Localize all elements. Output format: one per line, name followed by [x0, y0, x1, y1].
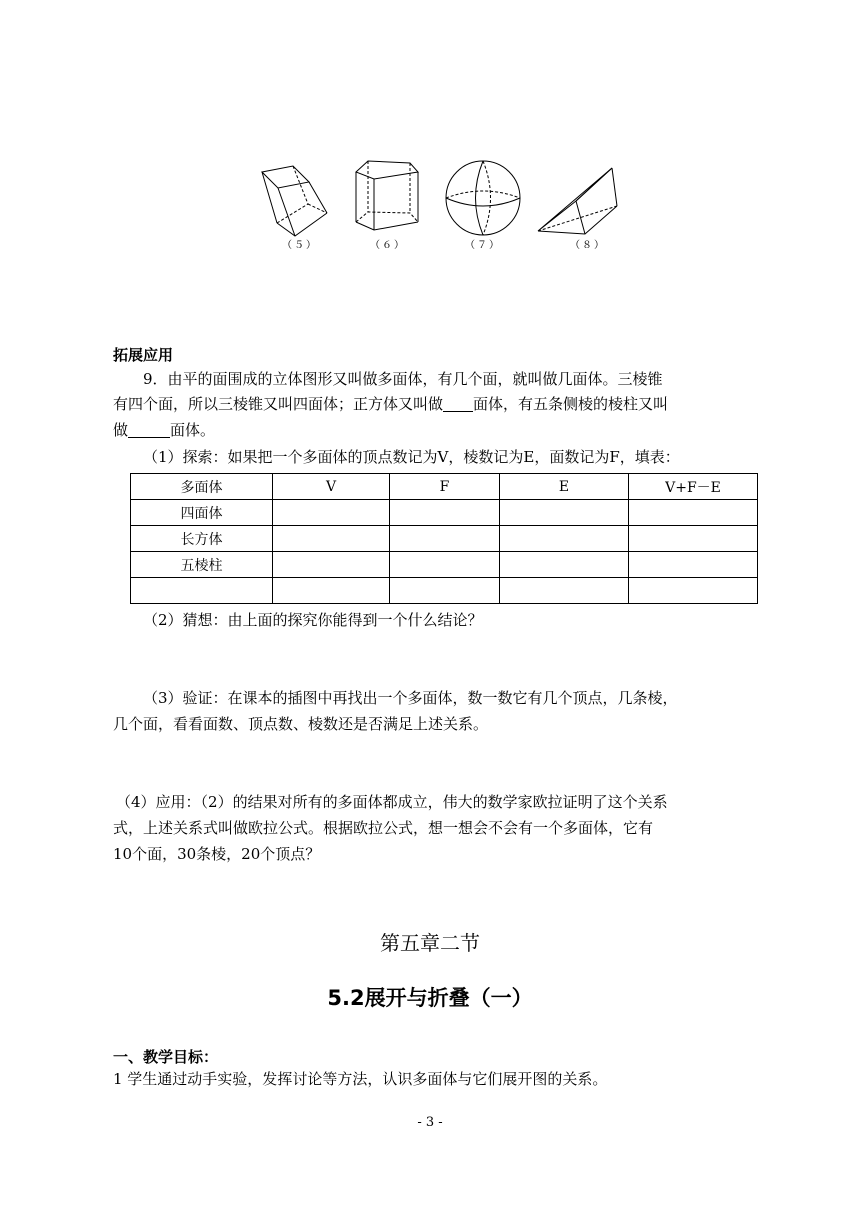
- objectives-heading: 一、教学目标：: [113, 1048, 219, 1066]
- row-label[interactable]: [131, 578, 273, 604]
- table-cell[interactable]: [629, 552, 758, 578]
- page-number: - 3 -: [417, 1115, 443, 1130]
- table-cell[interactable]: [500, 578, 629, 604]
- table-cell[interactable]: [629, 526, 758, 552]
- figure-label-8: （８）: [570, 240, 606, 251]
- row-label: 长方体: [131, 526, 273, 552]
- table-row: [131, 552, 758, 578]
- q9-line2-text-b: 面体，有五条侧棱的棱柱又叫: [473, 395, 669, 413]
- verify-line2: 几个面，看看面数、顶点数、棱数还是否满足上述关系。: [113, 715, 489, 733]
- q9-line3-text-b: 面体。: [170, 421, 216, 439]
- q9-line2-text-a: 有四个面，所以三棱锥又叫四面体；正方体又叫做: [113, 395, 444, 413]
- figure-label-7: （７）: [465, 240, 501, 251]
- table-cell[interactable]: [273, 500, 390, 526]
- table-cell[interactable]: [273, 552, 390, 578]
- chapter-title: 第五章二节: [380, 931, 480, 955]
- table-header: 多面体: [131, 474, 273, 500]
- q9-line1: 9．由平的面围成的立体图形又叫做多面体，有几个面，就叫做几面体。三棱锥: [143, 370, 663, 388]
- table-header: F: [390, 474, 500, 500]
- figure-label-6: （６）: [370, 240, 406, 251]
- table-cell[interactable]: [500, 552, 629, 578]
- answer-blank-1[interactable]: [443, 395, 473, 412]
- guess-question: （2）猜想：由上面的探究你能得到一个什么结论？: [143, 611, 483, 629]
- verify-line1: （3）验证：在课本的插图中再找出一个多面体，数一数它有几个顶点，几条棱，: [143, 689, 678, 707]
- table-header: V: [273, 474, 390, 500]
- q9-line2: [113, 392, 759, 418]
- table-cell[interactable]: [629, 500, 758, 526]
- table-cell[interactable]: [500, 500, 629, 526]
- answer-blank-2[interactable]: [128, 421, 170, 438]
- table-cell[interactable]: [390, 578, 500, 604]
- table-cell[interactable]: [629, 578, 758, 604]
- lesson-title: 5.2展开与折叠（一）: [327, 986, 533, 1010]
- question-9: [113, 367, 759, 393]
- apply-line2: 式，上述关系式叫做欧拉公式。根据欧拉公式，想一想会不会有一个多面体，它有: [113, 819, 654, 837]
- row-label: 四面体: [131, 500, 273, 526]
- pentagonal-prism-icon: [356, 161, 418, 230]
- q9-line3: [113, 418, 759, 444]
- table-cell[interactable]: [390, 552, 500, 578]
- table-cell[interactable]: [390, 500, 500, 526]
- table-cell[interactable]: [273, 526, 390, 552]
- table-cell[interactable]: [390, 526, 500, 552]
- objective-1: 1 学生通过动手实验，发挥讨论等方法，认识多面体与它们展开图的关系。: [113, 1070, 608, 1088]
- rhombohedron-icon: [262, 166, 327, 236]
- triangular-prism-icon: [538, 168, 617, 234]
- table-row: [131, 578, 758, 604]
- row-label: 五棱柱: [131, 552, 273, 578]
- table-cell[interactable]: [273, 578, 390, 604]
- table-cell[interactable]: [500, 526, 629, 552]
- table-row: [131, 500, 758, 526]
- polyhedra-drawings: [250, 158, 620, 238]
- polyhedra-table: [130, 473, 758, 604]
- figure-label-5: （５）: [282, 240, 318, 251]
- table-header: V+F－E: [629, 474, 758, 500]
- explore-instruction: （1）探索：如果把一个多面体的顶点数记为V，棱数记为E，面数记为F，填表：: [143, 448, 680, 466]
- sphere-icon: [446, 161, 520, 235]
- table-header-row: [131, 474, 758, 500]
- table-row: [131, 526, 758, 552]
- polyhedra-figures: [250, 158, 620, 258]
- q9-line3-text-a: 做: [113, 421, 129, 439]
- apply-line1: （4）应用：（2）的结果对所有的多面体都成立，伟大的数学家欧拉证明了这个关系: [116, 793, 668, 811]
- section-heading: 拓展应用: [113, 346, 174, 364]
- apply-line3: 10个面，30条棱，20个顶点？: [113, 845, 321, 863]
- table-header: E: [500, 474, 629, 500]
